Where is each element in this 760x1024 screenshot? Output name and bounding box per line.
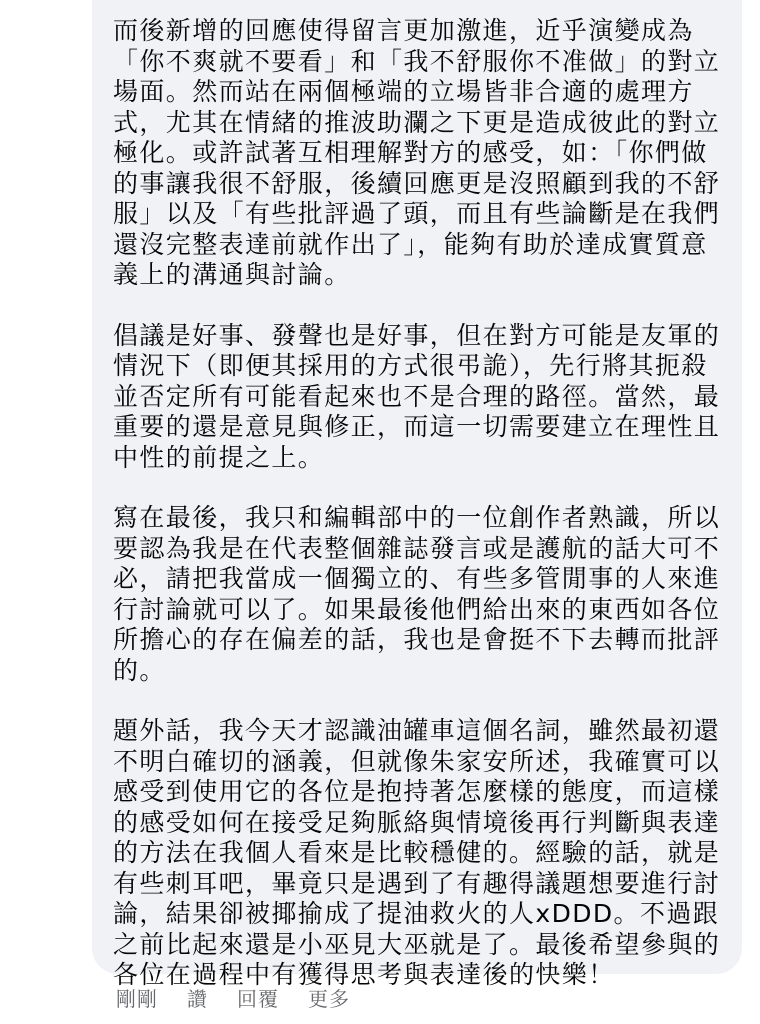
comment-paragraph: 倡議是好事、發聲也是好事，但在對方可能是友軍的 情況下（即便其採用的方式很弔詭），先行將其扼殺 並否定所有可能看起來也不是合理的路徑。當然，最 重要的還是意見與修正，而這一切需要建立在理性且 中性的前提之上。 <box>113 320 721 472</box>
comment-text <box>113 16 723 991</box>
like-button[interactable]: 讚 <box>187 988 208 1011</box>
comment-paragraph: 寫在最後，我只和編輯部中的一位創作者熟識，所以 要認為我是在代表整個雜誌發言或是護航的話大可不 必，請把我當成一個獨立的、有些多管閒事的人來進 行討論就可以了。如果最後他們給出來的東西如各位 所擔心的存在偏差的話，我也是會挺不下去轉而批評 的。 <box>113 503 721 685</box>
comment-action-bar <box>116 982 379 1012</box>
comment-paragraph: 而後新增的回應使得留言更加激進，近乎演變成為 「你不爽就不要看」和「我不舒服你不准做」的對立 場面。然而站在兩個極端的立場皆非合適的處理方 式，尤其在情緒的推波助瀾之下更是造成彼此的對立 極化。或許試著互相理解對方的感受，如：「你們做 的事讓我很不舒服，後續回應更是沒照顧到我的不舒 服」以及「有些批評過了頭，而且有些論斷是在我們 還沒完整表達前就作出了」，能夠有助於達成實質意 義上的溝通與討論。 <box>113 16 721 289</box>
timestamp-link[interactable]: 剛剛 <box>116 988 158 1011</box>
comment-paragraph: 題外話，我今天才認識油罐車這個名詞，雖然最初還 不明白確切的涵義，但就像朱家安所述，我確實可以 感受到使用它的各位是抱持著怎麼樣的態度，而這樣 的感受如何在接受足夠脈絡與情境後再行判斷與表達 的方法在我個人看來是比較穩健的。經驗的話，就是 有些刺耳吧，畢竟只是遇到了有趣得議題想要進行討 論，結果卻被揶揄成了提油救火的人xDDD。不過跟 之前比起來還是小巫見大巫就是了。最後希望參與的 各位在過程中有獲得思考與表達後的快樂！ <box>113 716 721 989</box>
more-button[interactable]: 更多 <box>308 988 350 1011</box>
reply-button[interactable]: 回覆 <box>237 988 279 1011</box>
